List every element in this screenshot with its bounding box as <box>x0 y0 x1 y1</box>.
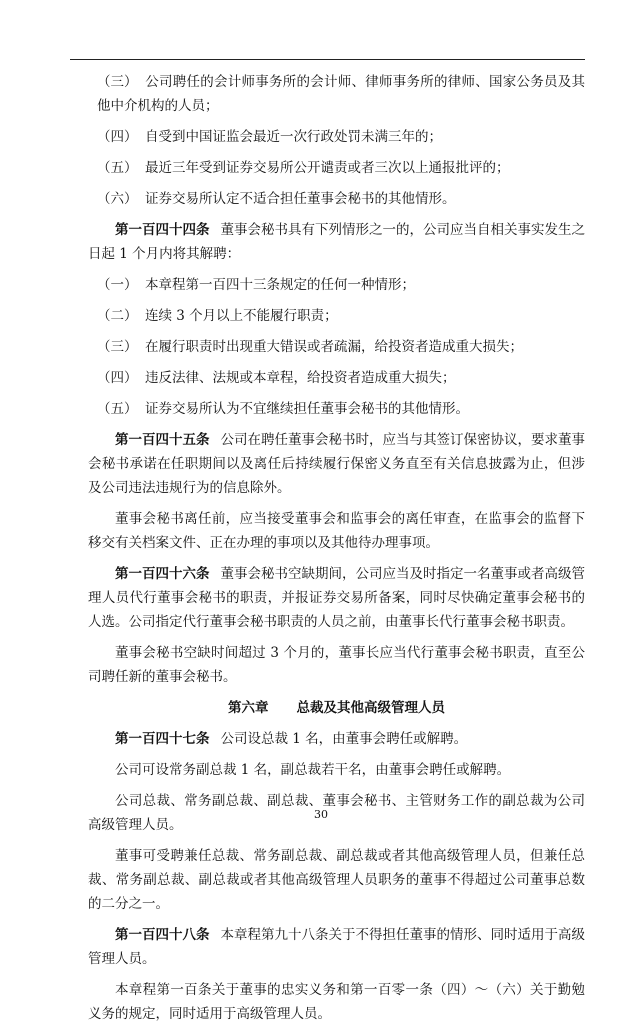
list-item: （五） 证券交易所认为不宜继续担任董事会秘书的其他情形。 <box>97 401 469 417</box>
list-item: （三） 在履行职责时出现重大错误或者疏漏，给投资者造成重大损失； <box>97 339 523 355</box>
article-title: 第一百四十六条 <box>115 566 210 582</box>
list-item: （二） 连续 3 个月以上不能履行职责； <box>97 308 338 324</box>
article-147: 第一百四十七条 公司设总裁 1 名，由董事会聘任或解聘。 <box>115 731 468 747</box>
page-number: 30 <box>314 808 328 821</box>
header-rule <box>70 59 585 60</box>
paragraph: 本章程第一百条关于董事的忠实义务和第一百零一条（四）～（六）关于勤勉义务的规定，同时适用于高级管理人员。 <box>88 982 585 1022</box>
document-body <box>88 70 585 1026</box>
article-146: 第一百四十六条 董事会秘书空缺期间，公司应当及时指定一名董事或者高级管理人员代行董事会秘书的职责，并报证券交易所备案，同时尽快确定董事会秘书的人选。公司指定代行董事会秘书职责的人员之前，由董事长代行董事会秘书职责。 <box>88 566 585 630</box>
article-title: 第一百四十四条 <box>115 222 210 238</box>
list-item: （四） 违反法律、法规或本章程，给投资者造成重大损失； <box>97 370 456 386</box>
list-item: （一） 本章程第一百四十三条规定的任何一种情形； <box>97 277 415 293</box>
paragraph: 董事可受聘兼任总裁、常务副总裁、副总裁或者其他高级管理人员，但兼任总裁、常务副总裁、副总裁或者其他高级管理人员职务的董事不得超过公司董事总数的二分之一。 <box>88 848 585 912</box>
article-title: 第一百四十七条 <box>115 731 210 747</box>
article-title: 第一百四十八条 <box>115 927 210 943</box>
paragraph: 董事会秘书空缺时间超过 3 个月的，董事长应当代行董事会秘书职责，直至公司聘任新的董事会秘书。 <box>88 645 585 685</box>
list-item: （六） 证券交易所认定不适合担任董事会秘书的其他情形。 <box>97 191 456 207</box>
paragraph: 公司总裁、常务副总裁、副总裁、董事会秘书、主管财务工作的副总裁为公司高级管理人员。 <box>88 793 585 833</box>
paragraph: 董事会秘书离任前，应当接受董事会和监事会的离任审查，在监事会的监督下移交有关档案文件、正在办理的事项以及其他待办理事项。 <box>88 511 585 551</box>
article-145: 第一百四十五条 公司在聘任董事会秘书时，应当与其签订保密协议，要求董事会秘书承诺在任职期间以及离任后持续履行保密义务直至有关信息披露为止，但涉及公司违法违规行为的信息除外。 <box>88 432 585 496</box>
paragraph: 公司可设常务副总裁 1 名，副总裁若干名，由董事会聘任或解聘。 <box>115 762 511 778</box>
article-title: 第一百四十五条 <box>115 432 210 448</box>
list-item: （五） 最近三年受到证券交易所公开谴责或者三次以上通报批评的； <box>97 160 510 176</box>
chapter-heading: 第六章 总裁及其他高级管理人员 <box>228 700 445 716</box>
article-144: 第一百四十四条 董事会秘书具有下列情形之一的，公司应当自相关事实发生之日起 1 个月内将其解聘： <box>88 222 585 262</box>
article-148: 第一百四十八条 本章程第九十八条关于不得担任董事的情形、同时适用于高级管理人员。 <box>88 927 585 967</box>
list-item: （三） 公司聘任的会计师事务所的会计师、律师事务所的律师、国家公务员及其他中介机构的人员； <box>97 74 585 114</box>
list-item: （四） 自受到中国证监会最近一次行政处罚未满三年的； <box>97 129 442 145</box>
